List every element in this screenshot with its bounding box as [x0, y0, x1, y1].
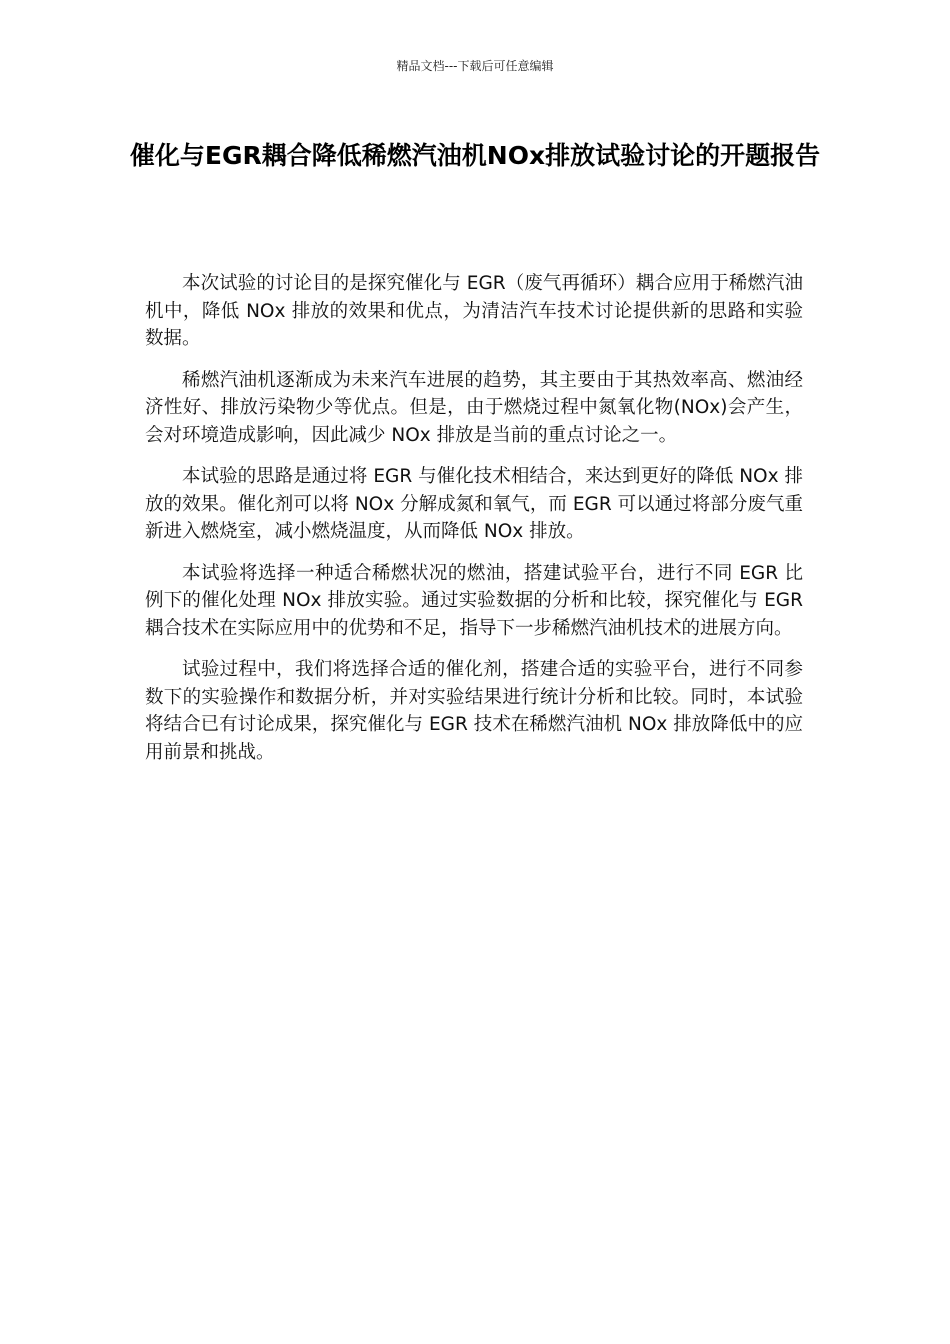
paragraph-process: 试验过程中，我们将选择合适的催化剂，搭建合适的实验平台，进行不同参数下的实验操作和数据分析，并对实验结果进行统计分析和比较。同时，本试验将结合已有讨论成果，探究催化与 EGR 技术在稀燃汽油机 NOx 排放降低中的应用前景和挑战。	[145, 659, 803, 763]
paragraph-background: 稀燃汽油机逐渐成为未来汽车进展的趋势，其主要由于其热效率高、燃油经济性好、排放污染物少等优点。但是，由于燃烧过程中氮氧化物(NOx)会产生，会对环境造成影响，因此减少 NOx 排放是当前的重点讨论之一。	[145, 369, 803, 446]
page-header: 精品文档---下载后可任意编辑	[396, 59, 554, 73]
paragraph-plan: 本试验将选择一种适合稀燃状况的燃油，搭建试验平台，进行不同 EGR 比例下的催化处理 NOx 排放实验。通过实验数据的分析和比较，探究催化与 EGR 耦合技术在实际应用中的优势和不足，指导下一步稀燃汽油机技术的进展方向。	[145, 562, 803, 639]
paragraph-approach: 本试验的思路是通过将 EGR 与催化技术相结合，来达到更好的降低 NOx 排放的效果。催化剂可以将 NOx 分解成氮和氧气，而 EGR 可以通过将部分废气重新进入燃烧室，减小燃烧温度，从而降低 NOx 排放。	[145, 466, 803, 542]
document-title: 催化与EGR耦合降低稀燃汽油机NOx排放试验讨论的开题报告	[129, 141, 821, 170]
document-body	[145, 270, 803, 780]
paragraph-purpose: 本次试验的讨论目的是探究催化与 EGR（废气再循环）耦合应用于稀燃汽油机中，降低 NOx 排放的效果和优点，为清洁汽车技术讨论提供新的思路和实验数据。	[145, 273, 803, 349]
